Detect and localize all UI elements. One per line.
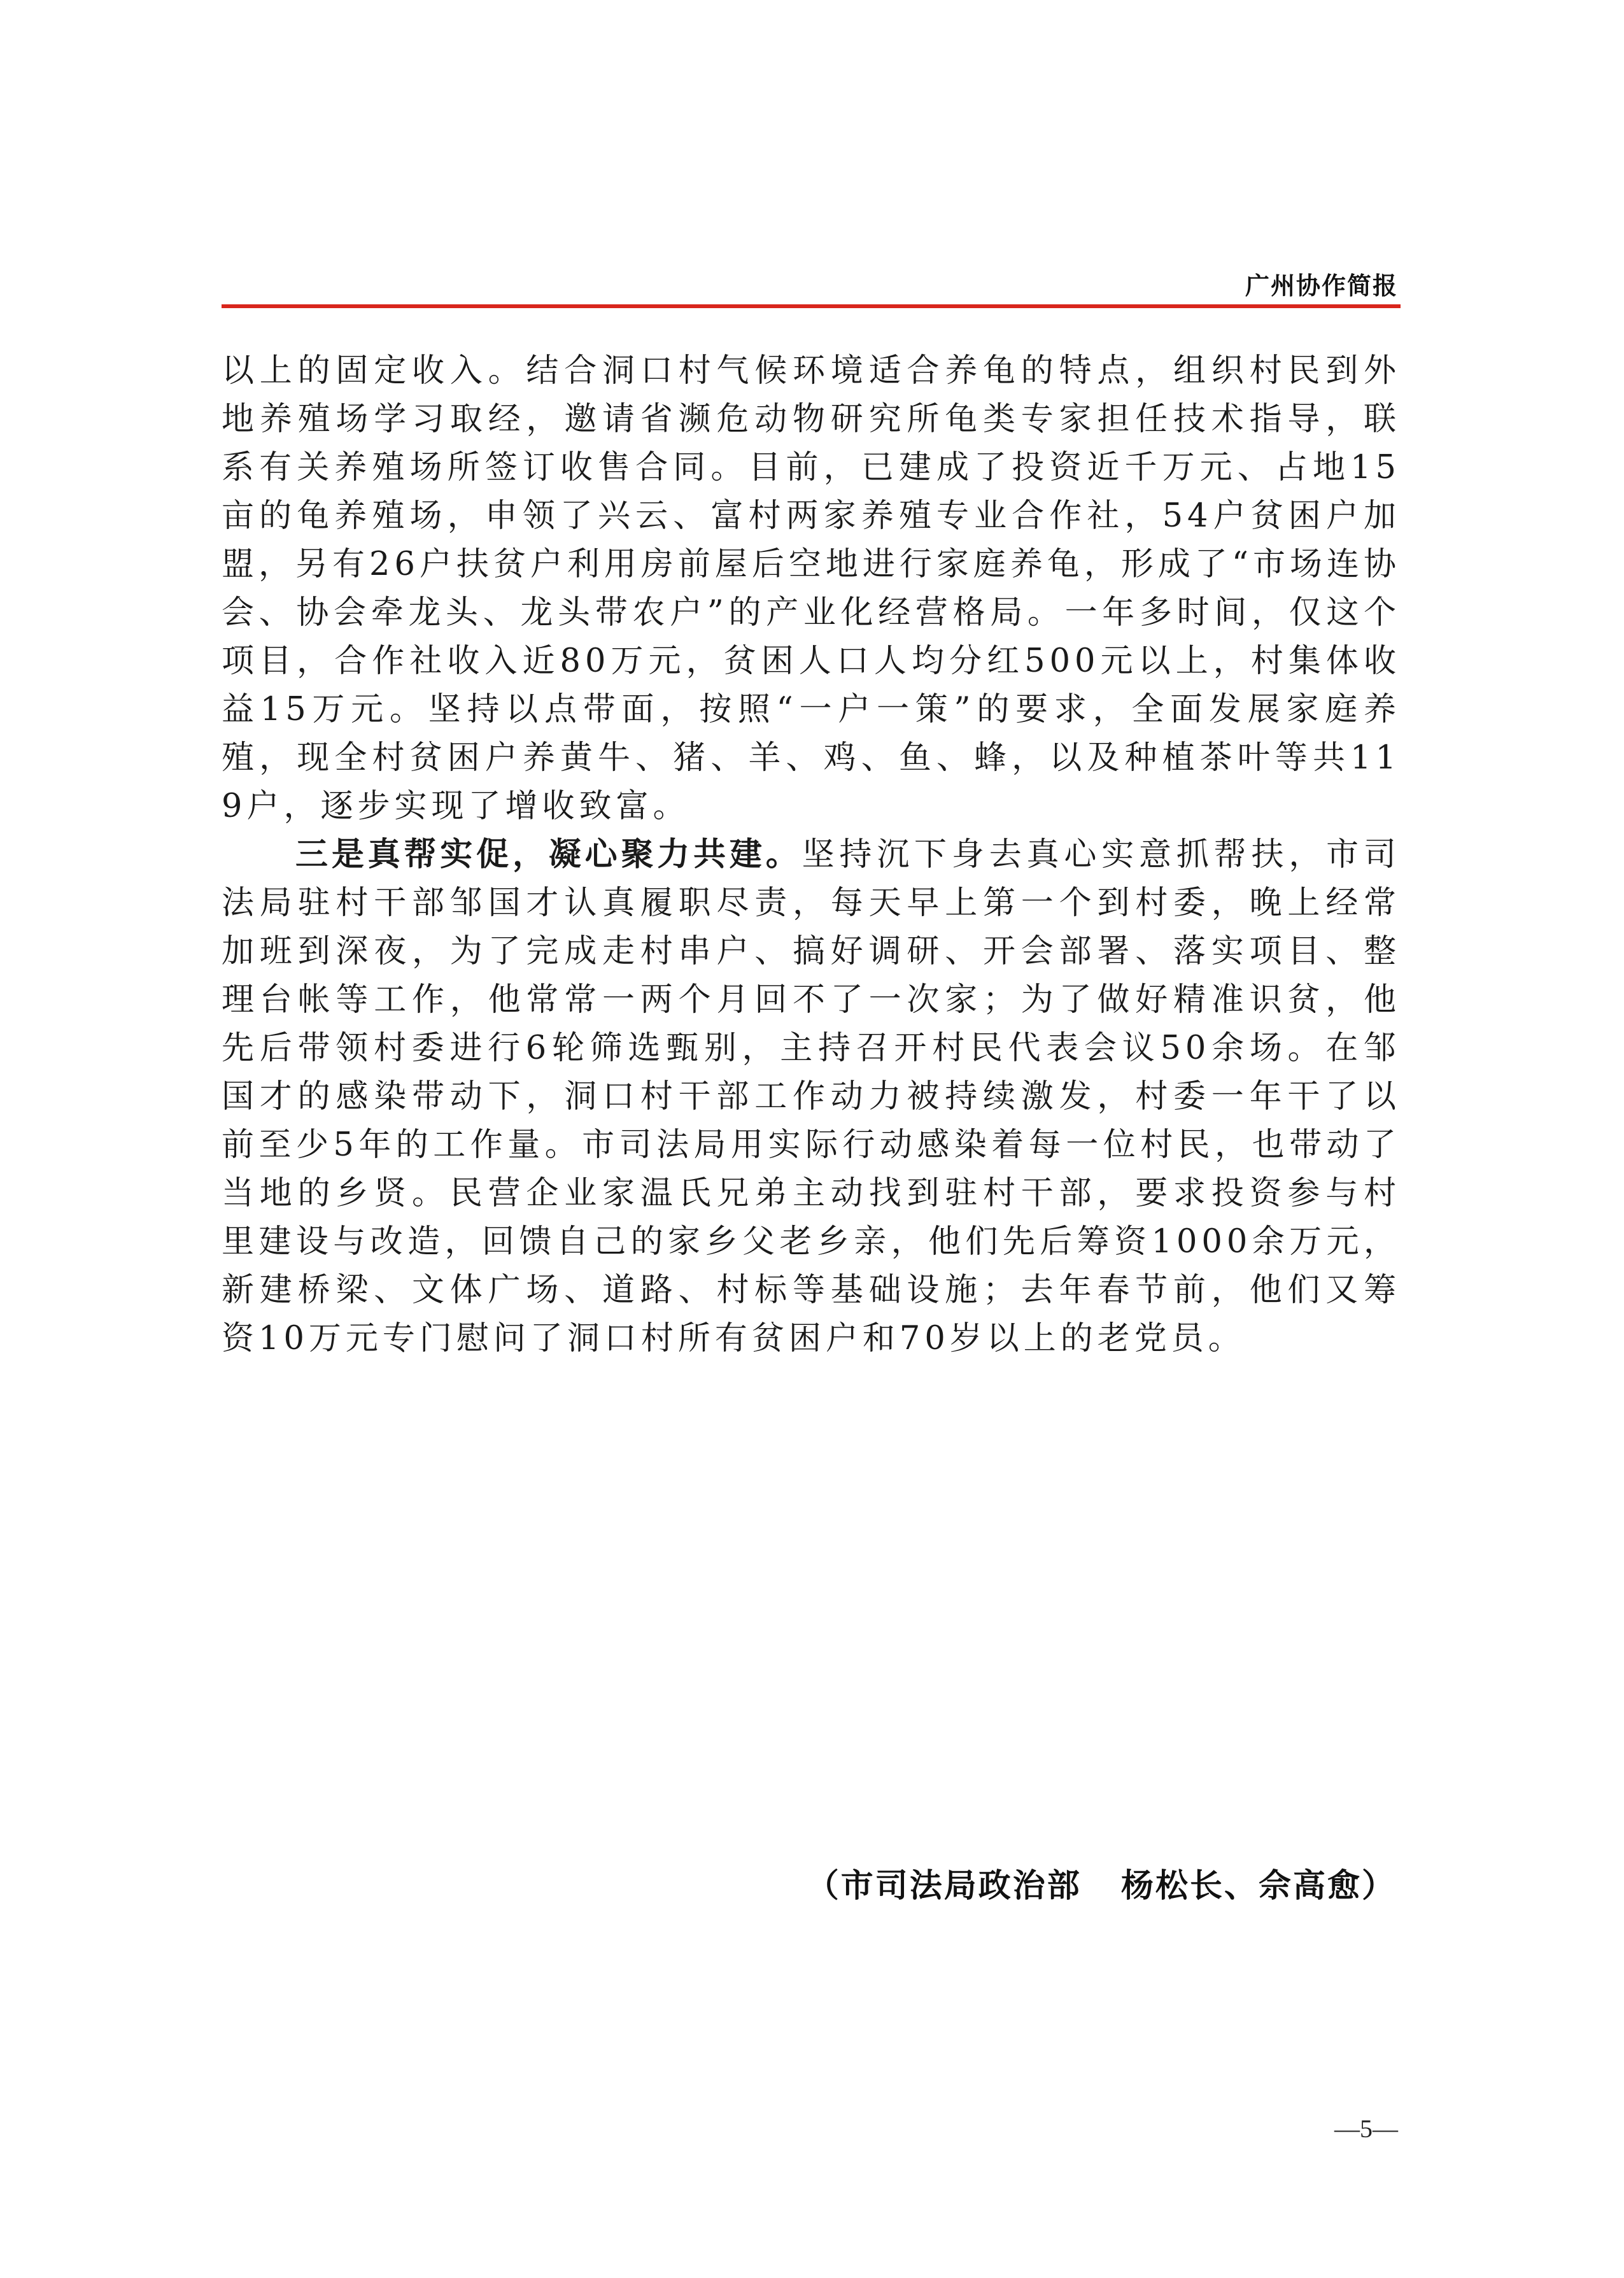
paragraph-text: 以上的固定收入。结合洞口村气候环境适合养龟的特点，组织村民到外地养殖场学习取经，邀请省濒危动物研究所龟类专家担任技术指导，联系有关养殖场所签订收售合同。目前，已建成了投资近千万元、占地15亩的龟养殖场，申领了兴云、富村两家养殖专业合作社，54户贫困户加盟，另有26户扶贫户利用房前屋后空地进行家庭养龟，形成了“市场连协会、协会牵龙头、龙头带农户”的产业化经营格局。一年多时间，仅这个项目，合作社收入近80万元，贫困人口人均分红500元以上，村集体收益15万元。坚持以点带面，按照“一户一策”的要求，全面发展家庭养殖，现全村贫困户养黄牛、猪、羊、鸡、鱼、蜂，以及种植茶叶等共119户，逐步实现了增收致富。 — [222, 352, 1401, 825]
section-lead-heading: 三是真帮实促，凝心聚力共建。 — [295, 836, 802, 874]
paragraph-continuation — [222, 347, 1401, 831]
paragraph-text: 坚持沉下身去真心实意抓帮扶，市司法局驻村干部邹国才认真履职尽责，每天早上第一个到村委，晚上经常加班到深夜，为了完成走村串户、搞好调研、开会部署、落实项目、整理台帐等工作，他常常一两个月回不了一次家；为了做好精准识贫，他先后带领村委进行6轮筛选甄别，主持召开村民代表会议50余场。在邹国才的感染带动下，洞口村干部工作动力被持续激发，村委一年干了以前至少5年的工作量。市司法局用实际行动感染着每一位村民，也带动了当地的乡贤。民营企业家温氏兄弟主动找到驻村干部，要求投资参与村里建设与改造，回馈自己的家乡父老乡亲，他们先后筹资1000余万元，新建桥梁、文体广场、道路、村标等基础设施；去年春节前，他们又筹资10万元专门慰问了洞口村所有贫困户和70岁以上的老党员。 — [222, 836, 1401, 1357]
header-divider — [222, 304, 1401, 308]
article-body — [222, 347, 1401, 1363]
page-number: —5— — [1334, 2114, 1398, 2143]
publication-title: 广州协作简报 — [1245, 271, 1398, 300]
author-byline: （市司法局政治部 杨松长、佘高愈） — [806, 1867, 1396, 1905]
paragraph-section-three — [222, 831, 1401, 1363]
